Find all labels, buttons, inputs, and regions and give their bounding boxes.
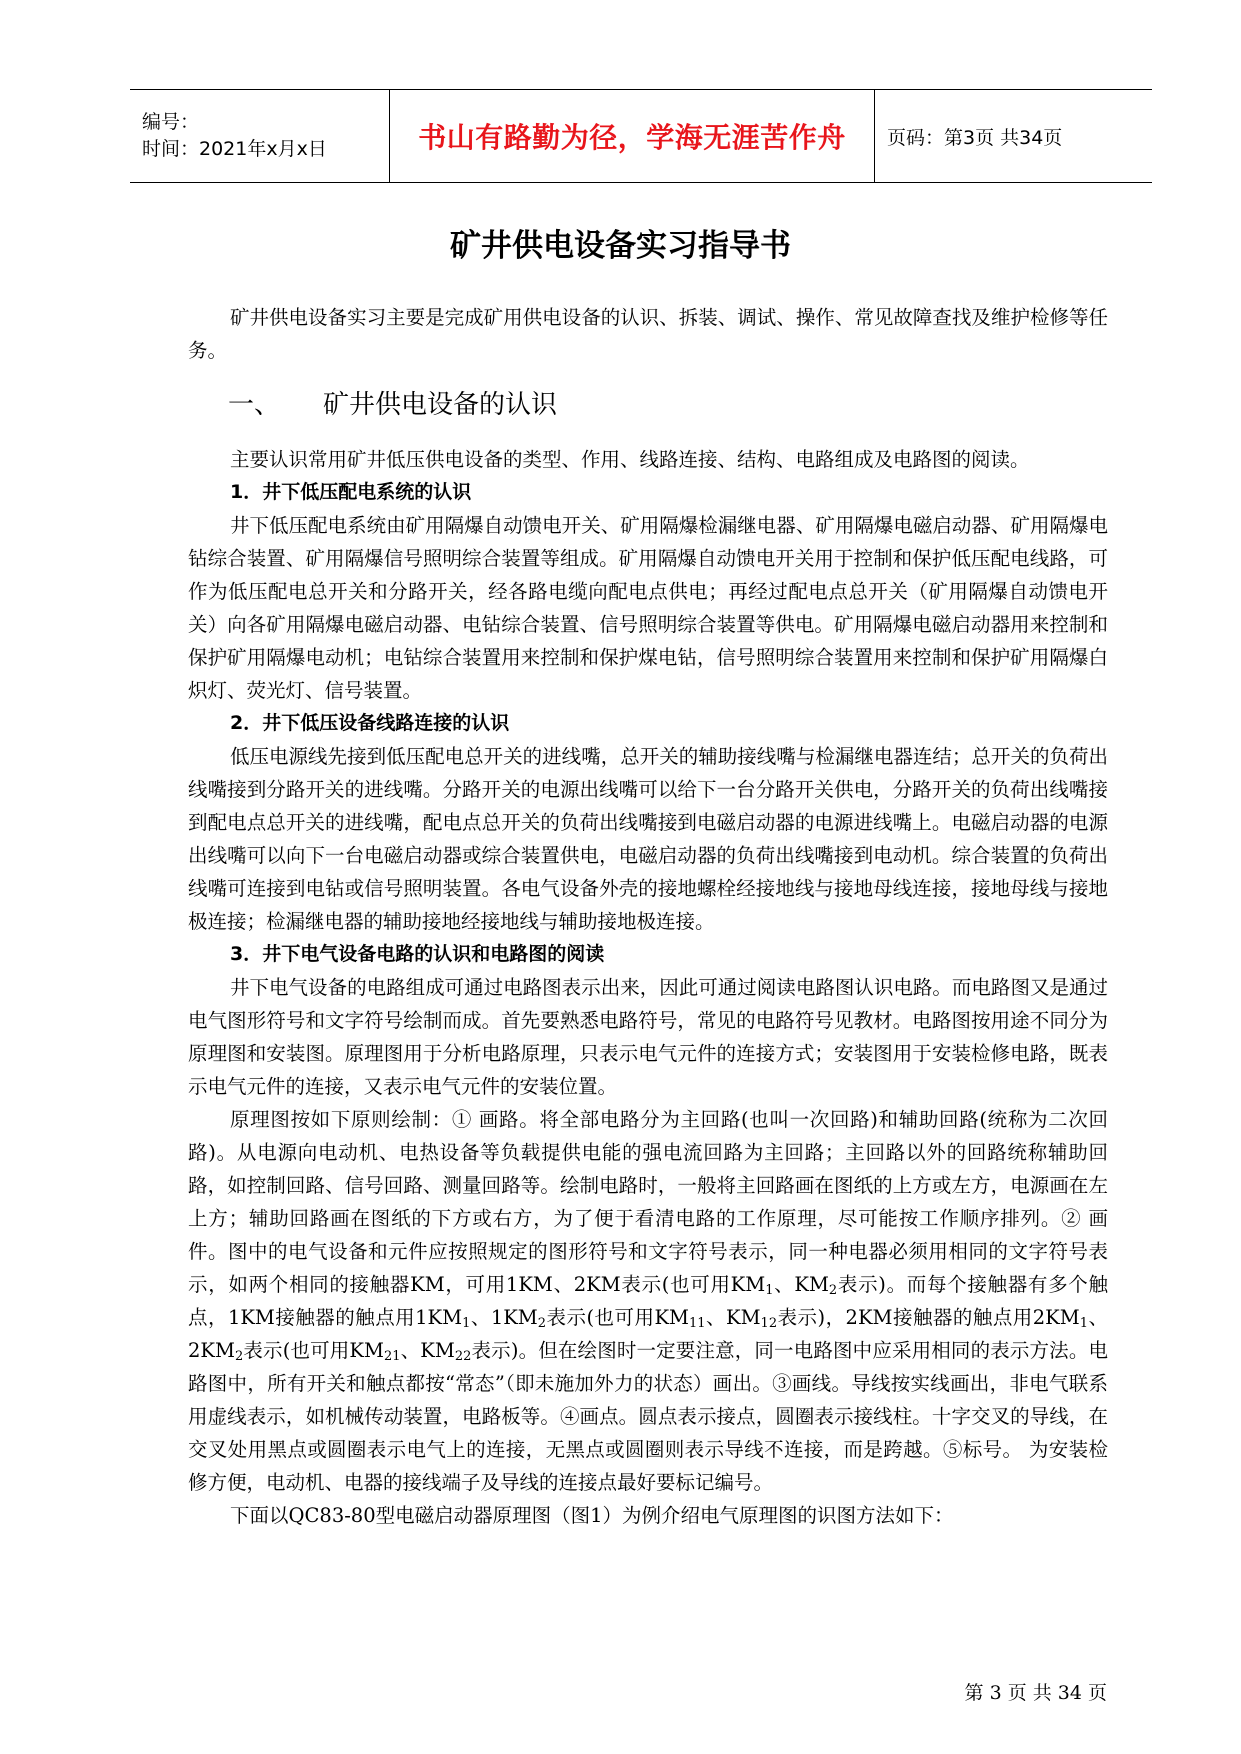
subscript: 2 xyxy=(537,1316,547,1331)
subscript: 1 xyxy=(462,1316,471,1331)
section-heading xyxy=(228,385,1108,425)
text-run: 、1KM xyxy=(470,1306,538,1329)
subscript: 1 xyxy=(765,1283,774,1298)
document-title: 矿井供电设备实习指导书 xyxy=(450,228,791,264)
text-run: 表示)。但在绘图时一定要注意，同一电路图中应采用相同的表示方法。电路图中，所有开关和触点都按“常态”（即未施加外力的状态）画出。③画线。导线按实线画出，非电气联系用虚线表示，如机械传动装置，电路板等。④画点。圆点表示接点，圆圈表示接线柱。十字交叉的导线，在交叉处用黑点或圆圈表示电气上的连接，无黑点或圆圈则表示导线不连接，而是跨越。⑤标号。 为安装检修方便，电动机、电器的接线端子及导线的连接点最好要标记编号。 xyxy=(188,1339,1108,1494)
time-label: 时间：2021年x月x日 xyxy=(142,138,327,160)
subscript: 11 xyxy=(689,1316,706,1331)
header-motto: 书山有路勤为径，学海无涯苦作舟 xyxy=(418,121,846,154)
text-run: 表示(也可用KM xyxy=(243,1339,384,1362)
section-number: 一、 xyxy=(228,390,281,420)
serial-label: 编号： xyxy=(142,111,200,133)
document-body xyxy=(188,301,1108,1532)
page-footer: 第 3 页 共 34 页 xyxy=(964,1682,1107,1704)
subscript: 21 xyxy=(383,1349,401,1364)
subsection-2-title: 2．井下低压设备线路连接的认识 xyxy=(230,712,510,734)
subscript: 22 xyxy=(454,1349,472,1364)
subscript: 1 xyxy=(1079,1316,1088,1331)
subsection-2-text: 低压电源线先接到低压配电总开关的进线嘴，总开关的辅助接线嘴与检漏继电器连结；总开关的负荷出线嘴接到分路开关的进线嘴。分路开关的电源出线嘴可以给下一台分路开关供电，分路开关的负荷出线嘴接到配电点总开关的进线嘴，配电点总开关的负荷出线嘴接到电磁启动器的电源进线嘴上。电磁启动器的电源出线嘴可以向下一台电磁启动器或综合装置供电，电磁启动器的负荷出线嘴接到电动机。综合装置的负荷出线嘴可连接到电钻或信号照明装置。各电气设备外壳的接地螺栓经接地线与接地母线连接，接地母线与接地极连接；检漏继电器的辅助接地经接地线与辅助接地极连接。 xyxy=(188,745,1108,933)
header-meta xyxy=(130,90,390,182)
subsection-1-title: 1．井下低压配电系统的认识 xyxy=(230,481,472,503)
subscript: 2 xyxy=(828,1283,838,1298)
subsection-3-text-1: 井下电气设备的电路组成可通过电路图表示出来，因此可通过阅读电路图认识电路。而电路图又是通过电气图形符号和文字符号绘制而成。首先要熟悉电路符号，常见的电路符号见教材。电路图按用途不同分为原理图和安装图。原理图用于分析电路原理，只表示电气元件的连接方式；安装图用于安装检修电路，既表示电气元件的连接，又表示电气元件的安装位置。 xyxy=(188,976,1108,1098)
text-run: 原理图按如下原则绘制：① 画路。将全部电路分为主回路(也叫一次回路)和辅助回路(统称为二次回路)。从电源向电动机、电热设备等负载提供电能的强电流回路为主回路；主回路以外的回路统称辅助回路，如控制回路、信号回路、测量回路等。绘制电路时，一般将主回路画在图纸的上方或左方，电源画在左上方；辅助回路画在图纸的下方或右方，为了便于看清电路的工作原理，尽可能按工作顺序排列。② 画件。图中的电气设备和元件应按照规定的图形符号和文字符号表示，同一种电器必须用相同的文字符号表示，如两个相同的接触器KM，可用1KM、2KM表示(也可用KM xyxy=(188,1108,1108,1296)
page-header xyxy=(130,89,1152,183)
header-motto-cell xyxy=(390,90,875,182)
subsection-3-text-3: 下面以QC83-80型电磁启动器原理图（图1）为例介绍电气原理图的识图方法如下： xyxy=(230,1504,954,1527)
intro-paragraph: 矿井供电设备实习主要是完成矿用供电设备的认识、拆装、调试、操作、常见故障查找及维护检修等任务。 xyxy=(188,306,1108,362)
subsection-1-text: 井下低压配电系统由矿用隔爆自动馈电开关、矿用隔爆检漏继电器、矿用隔爆电磁启动器、矿用隔爆电钻综合装置、矿用隔爆信号照明综合装置等组成。矿用隔爆自动馈电开关用于控制和保护低压配电线路，可作为低压配电总开关和分路开关，经各路电缆向配电点供电；再经过配电点总开关（矿用隔爆自动馈电开关）向各矿用隔爆电磁启动器、电钻综合装置、信号照明综合装置等供电。矿用隔爆电磁启动器用来控制和保护矿用隔爆电动机；电钻综合装置用来控制和保护煤电钻，信号照明综合装置用来控制和保护矿用隔爆白炽灯、荧光灯、信号装置。 xyxy=(188,514,1108,702)
subsection-3-text-2 xyxy=(188,1103,1108,1499)
text-run: 、KM xyxy=(705,1306,761,1329)
text-run: 表示)。而每个接触器有多个触点，1KM接触器的触点用1KM xyxy=(188,1273,1108,1329)
text-run: 、2KM xyxy=(188,1306,1108,1362)
section-intro: 主要认识常用矿井低压供电设备的类型、作用、线路连接、结构、电路组成及电路图的阅读。 xyxy=(230,448,1030,471)
text-run: 表示)，2KM接触器的触点用2KM xyxy=(777,1306,1080,1329)
header-page-info: 页码：第3页 共34页 xyxy=(887,126,1063,149)
text-run: 表示(也可用KM xyxy=(546,1306,690,1329)
text-run: 、KM xyxy=(773,1273,829,1296)
text-run: 、KM xyxy=(400,1339,455,1362)
subsection-3-title: 3．井下电气设备电路的认识和电路图的阅读 xyxy=(230,943,605,965)
section-title: 矿井供电设备的认识 xyxy=(323,390,558,420)
subscript: 2 xyxy=(234,1349,244,1364)
subscript: 12 xyxy=(760,1316,778,1331)
